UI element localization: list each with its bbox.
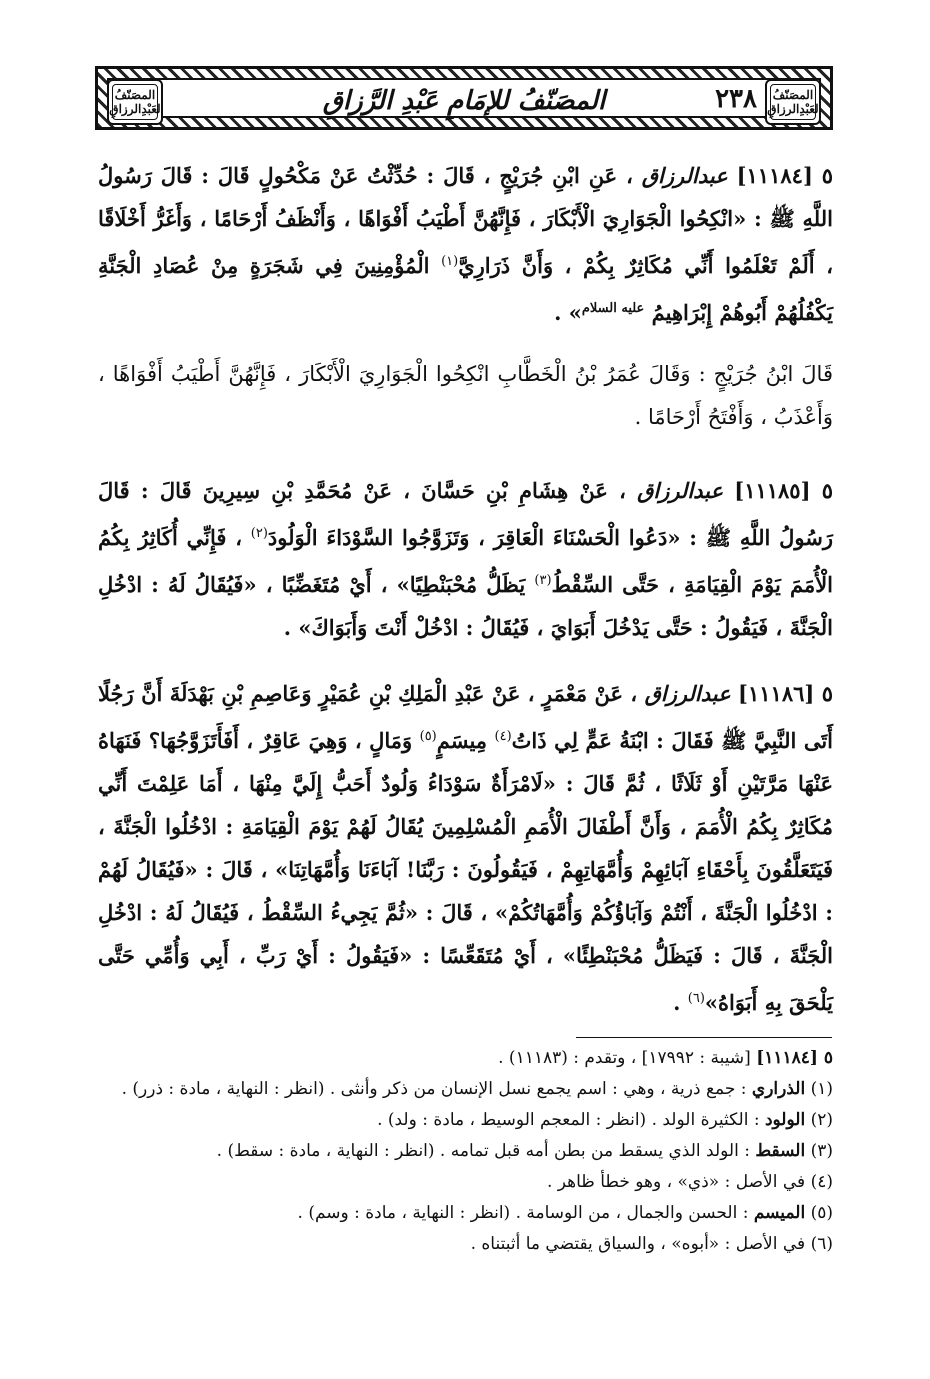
footnote-text: : الولد الذي يسقط من بطن أمه قبل تمامه . (انظر : النهاية ، مادة : سقط) . — [216, 1141, 750, 1161]
footnote-source — [98, 1043, 833, 1074]
footnote-ref: (٤) — [494, 729, 512, 744]
hadith-number: [١١١٨٤] — [736, 163, 813, 188]
footnote-number: (٤) — [810, 1172, 833, 1192]
running-title: المصَنّفُ للإمَامِ عَبْدِ الرَّزاقِ — [322, 86, 606, 116]
paragraph-marker: ٥ — [821, 163, 834, 188]
footnote-number: (٦) — [810, 1234, 833, 1254]
footnote-text: [شيبة : ١٧٩٩٢] ، وتقدم : (١١١٨٣) . — [498, 1048, 751, 1068]
header-frame — [107, 78, 821, 118]
narrator-name: عبدالرزاق — [641, 163, 728, 188]
commentary-paragraph — [98, 353, 833, 439]
hadith-number: [١١١٨٦] — [738, 681, 815, 706]
hadith-paragraph — [98, 672, 833, 1024]
narrator-name: عبدالرزاق — [637, 478, 724, 503]
page-header — [95, 66, 833, 130]
footnote-number: (١) — [810, 1079, 833, 1099]
medallion-text: المصَنّفُ لعَبْدِالرزاقِ — [767, 88, 819, 116]
footnote-term: السقط — [755, 1141, 806, 1161]
paragraph-marker: ٥ — [821, 478, 834, 503]
footnote-item — [98, 1136, 833, 1167]
footnote-item — [98, 1229, 833, 1260]
footnote-term: ٥ [١١١٨٤] — [756, 1048, 833, 1068]
hadith-number: [١١١٨٥] — [734, 478, 811, 503]
footnote-ref: (٦) — [687, 991, 705, 1006]
footnote-number: (٢) — [810, 1110, 833, 1130]
footnote-term: الولود — [764, 1110, 806, 1130]
footnote-divider — [576, 1037, 832, 1038]
footnote-ref: (٣) — [534, 573, 552, 588]
hadith-text: يَظَلُّ مُحْبَنْطِيًا» ، أَيْ مُتَغَضِّبًا ، «فَيُقَالُ لَهُ : ادْخُلِ الْجَنَّةَ ، فَيَقُولُ : حَتَّى يَدْخُلَ أَبَوَايَ ، فَيُقَالُ : ادْخُلْ أَنْتَ وَأَبَوَاكَ» . — [98, 572, 833, 640]
footnote-number: (٣) — [810, 1141, 833, 1161]
footnotes — [98, 1043, 833, 1260]
footnote-text: : جمع ذرية ، وهي : اسم يجمع نسل الإنسان من ذكر وأنثى . (انظر : النهاية ، مادة : ذرر) . — [121, 1079, 747, 1099]
footnote-ref: (١) — [441, 254, 459, 269]
closing: . — [673, 990, 681, 1015]
narrator-name: عبدالرزاق — [644, 681, 731, 706]
paragraph-marker: ٥ — [821, 681, 834, 706]
footnote-term: الميسم — [753, 1203, 806, 1223]
footnote-ref: (٥) — [419, 729, 437, 744]
footnote-text: : الحسن والجمال ، من الوسامة . (انظر : النهاية ، مادة : وسم) . — [297, 1203, 749, 1223]
footnote-item — [98, 1074, 833, 1105]
footnote-text: في الأصل : «ذي» ، وهو خطأ ظاهر . — [546, 1172, 806, 1192]
footnote-text: في الأصل : «أبوه» ، والسياق يقتضي ما أثبتناه . — [470, 1234, 806, 1254]
hadith-text: ، عَنْ هِشَامِ بْنِ حَسَّانَ ، عَنْ مُحَمَّدِ بْنِ سِيرِينَ قَالَ : قَالَ رَسُولُ اللَّهِ ﷺ : «دَعُوا الْحَسْنَاءَ الْعَاقِرَ ، وَتَزَوَّجُوا السَّوْدَاءَ الْوَلُودَ — [98, 478, 834, 550]
closing: » . — [554, 300, 582, 325]
footnote-text: : الكثيرة الولد . (انظر : المعجم الوسيط ، مادة : ولد) . — [377, 1110, 760, 1130]
hadith-paragraph — [98, 154, 833, 334]
footnote-item — [98, 1105, 833, 1136]
commentary-text: قَالَ ابْنُ جُرَيْجٍ : وَقَالَ عُمَرُ بْنُ الْخَطَّابِ انْكِحُوا الْجَوَارِيَ الْأَبْكَارَ ، فَإِنَّهُنَّ أَطْيَبُ أَفْوَاهًا ، وَأَعْذَبُ ، وَأَفْتَحُ أَرْحَامًا . — [98, 362, 833, 429]
footnote-item — [98, 1167, 833, 1198]
hadith-text: ، عَنِ ابْنِ جُرَيْجٍ ، قَالَ : حُدِّثْتُ عَنْ مَكْحُولٍ قَالَ : قَالَ رَسُولُ اللَّهِ ﷺ : «انْكِحُوا الْجَوَارِيَ الْأَبْكَارَ ، فَإِنَّهُنَّ أَطْيَبُ أَفْوَاهًا ، وَأَنْظَفُ أَرْحَامًا ، وَأَغَرُّ أَخْلَاقًا ، أَلَمْ تَعْلَمُوا أَنِّي مُكَاثِرٌ بِكُمْ ، وَأَنَّ ذَرَارِيَّ — [98, 163, 834, 278]
page-number: ٢٣٨ — [715, 84, 757, 114]
footnote-item — [98, 1198, 833, 1229]
hadith-text: وَمَالٍ ، وَهِيَ عَاقِرٌ ، أَفَأَتَزَوَّجُهَا؟ فَنَهَاهُ عَنْهَا مَرَّتَيْنِ أَوْ ثَلَاثًا ، ثُمَّ قَالَ : «لَامْرَأَةٌ سَوْدَاءُ وَلُودٌ أَحَبُّ إِلَيَّ مِنْهَا ، أَمَا عَلِمْتَ أَنِّي مُكَاثِرٌ بِكُمُ الْأُمَمَ ، وَأَنَّ أَطْفَالَ الْأُمَمِ الْمُسْلِمِينَ يُقَالُ لَهُمْ يَوْمَ الْقِيَامَةِ : ادْخُلُوا الْجَنَّةَ ، فَيَتَعَلَّقُونَ بِأَحْقَاءِ آبَائِهِمْ وَأُمَّهَاتِهِمْ ، فَيَقُولُونَ : رَبَّنَا! آبَاءَنَا وَأُمَّهَاتِنَا» ، قَالَ : «فَيُقَالُ لَهُمْ : ادْخُلُوا الْجَنَّةَ ، أَنْتُمْ وَآبَاؤُكُمْ وَأُمَّهَاتُكُمْ» ، قَالَ : «ثُمَّ يَجِيءُ السِّقْطُ ، فَيُقَالُ لَهُ : ادْخُلِ الْجَنَّةَ ، قَالَ : فَيَظَلُّ مُحْبَنْطِئًا» ، أَيْ مُتَقَعِّسًا : «فَيَقُولُ : أَيْ رَبِّ ، أَبِي وَأُمِّي حَتَّى يَلْحَقَ بِهِ أَبَوَاهُ» — [98, 728, 833, 1015]
hadith-paragraph — [98, 469, 833, 649]
footnote-number: (٥) — [810, 1203, 833, 1223]
blessing-ligature: عليه السلام — [581, 301, 645, 316]
medallion-text: المصَنّفُ لعَبْدِالرزاقِ — [109, 88, 161, 116]
hadith-text: الْمُؤْمِنِينَ فِي شَجَرَةٍ مِنْ عُصَادِ الْجَنَّةِ يَكْفُلُهُمْ أَبُوهُمْ إِبْرَاهِيمُ — [98, 253, 833, 325]
footnote-ref: (٢) — [250, 526, 268, 541]
hadith-text: ، عَنْ مَعْمَرٍ ، عَنْ عَبْدِ الْمَلِكِ بْنِ عُمَيْرٍ وَعَاصِمِ بْنِ بَهْدَلَةَ أَنَّ رَجُلًا أَتَى النَّبِيَّ ﷺ فَقَالَ : ابْنَةُ عَمٍّ لِي ذَاتُ — [98, 681, 834, 753]
footnote-term: الذراري — [751, 1079, 806, 1099]
hadith-text: ، فَإِنِّي أُكَاثِرُ بِكُمُ الْأُمَمَ يَوْمَ الْقِيَامَةِ ، حَتَّى السِّقْطُ — [98, 525, 834, 597]
hadith-text: مِيسَمٍ — [436, 728, 488, 753]
